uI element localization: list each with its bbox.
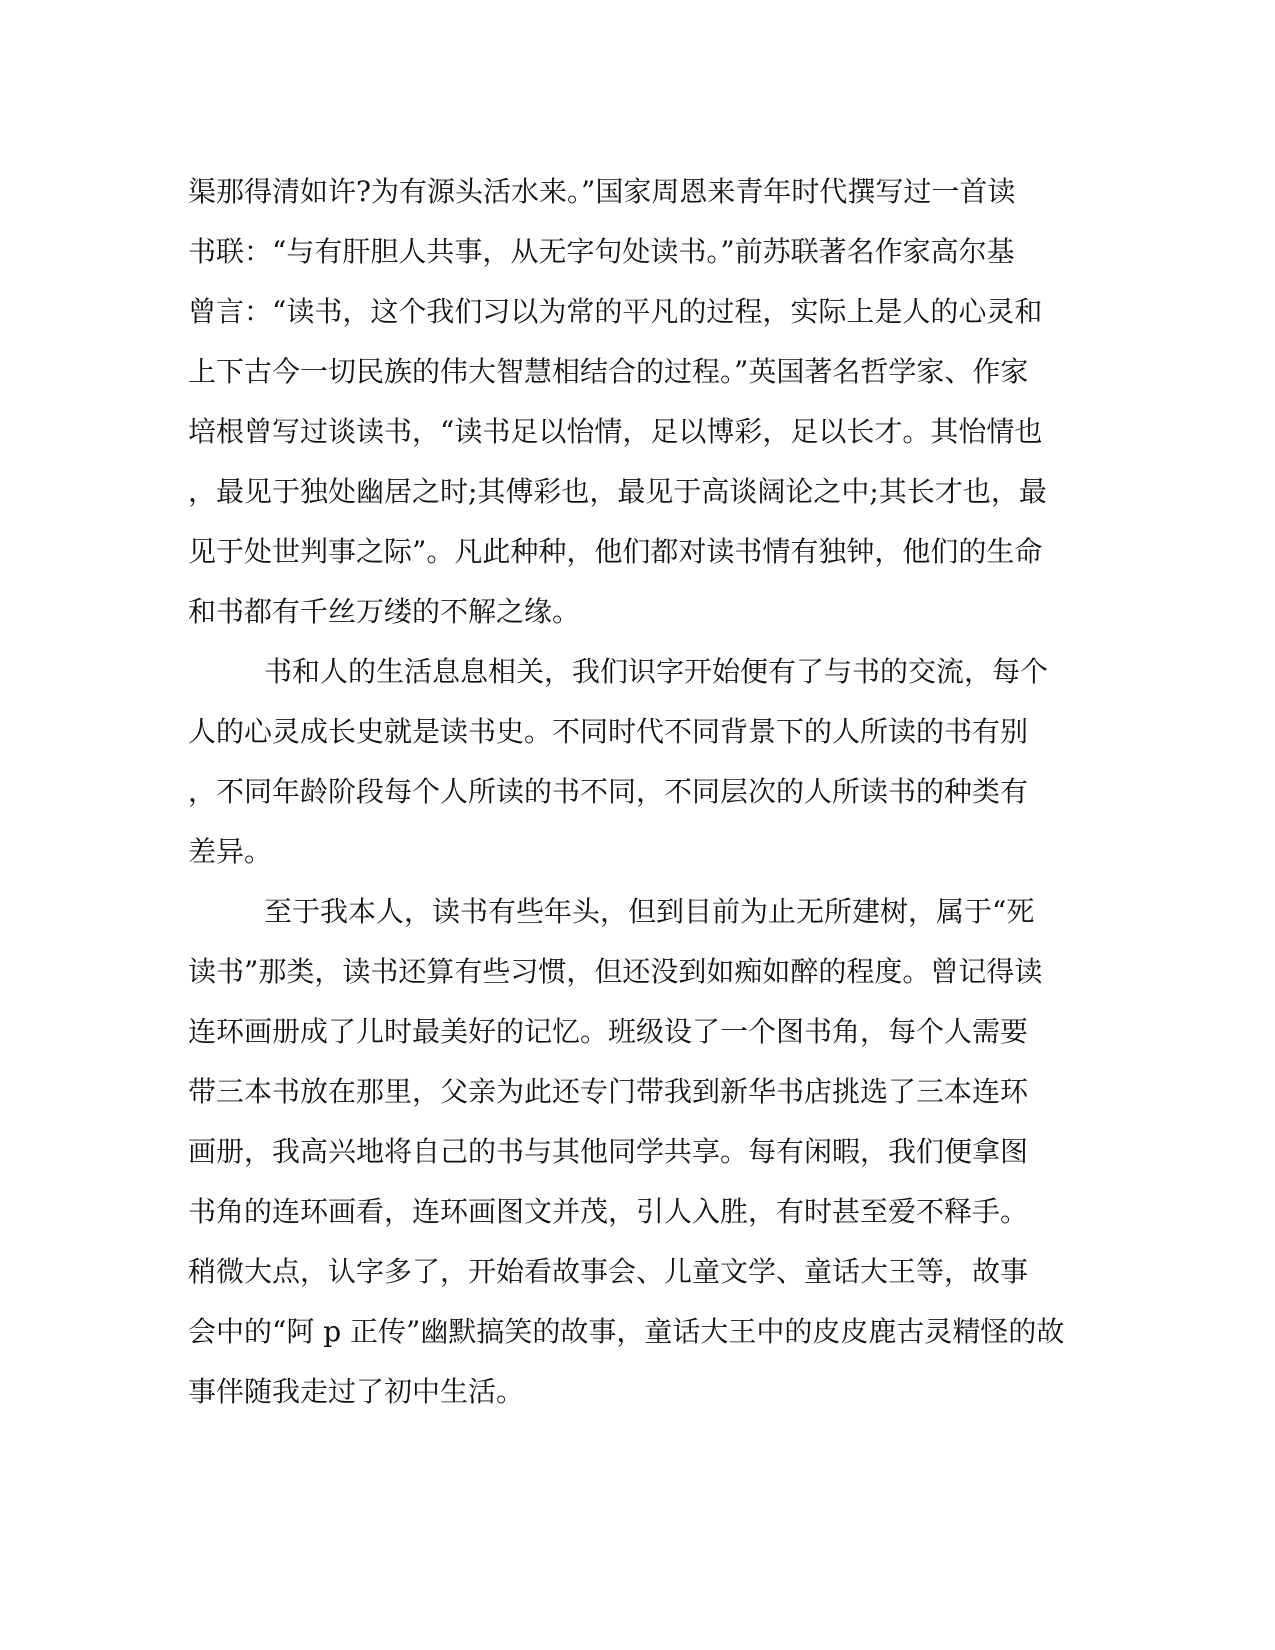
- paragraph-line: 画册，我高兴地将自己的书与其他同学共享。每有闲暇，我们便拿图: [188, 1135, 1029, 1168]
- paragraph-line: 见于处世判事之际”。凡此种种，他们都对读书情有独钟，他们的生命: [188, 535, 1043, 568]
- paragraph-line: 稍微大点，认字多了，开始看故事会、儿童文学、童话大王等，故事: [188, 1255, 1029, 1288]
- paragraph-line: 差异。: [188, 835, 273, 868]
- paragraph-line: 人的心灵成长史就是读书史。不同时代不同背景下的人所读的书有别: [188, 715, 1029, 748]
- paragraph-line: 连环画册成了儿时最美好的记忆。班级设了一个图书角，每个人需要: [188, 1015, 1029, 1048]
- paragraph-line: ，最见于独处幽居之时;其傅彩也，最见于高谈阔论之中;其长才也，最: [188, 475, 1047, 508]
- paragraph-line: 书角的连环画看，连环画图文并茂，引人入胜，有时甚至爱不释手。: [188, 1195, 1029, 1228]
- paragraph-line: 读书”那类，读书还算有些习惯，但还没到如痴如醉的程度。曾记得读: [188, 955, 1043, 988]
- paragraph-line: 培根曾写过谈读书，“读书足以怡情，足以博彩，足以长才。其怡情也: [188, 415, 1043, 448]
- paragraph-line: 事伴随我走过了初中生活。: [188, 1375, 525, 1408]
- paragraph-line: 至于我本人，读书有些年头，但到目前为止无所建树，属于“死: [264, 895, 1035, 928]
- paragraph-line: 曾言：“读书，这个我们习以为常的平凡的过程，实际上是人的心灵和: [188, 295, 1043, 328]
- paragraph-line: 上下古今一切民族的伟大智慧相结合的过程。”英国著名哲学家、作家: [188, 355, 1029, 388]
- paragraph-2: [188, 642, 1088, 882]
- paragraph-line: 渠那得清如许?为有源头活水来。”国家周恩来青年时代撰写过一首读: [188, 175, 1016, 208]
- paragraph-line: 会中的“阿 p 正传”幽默搞笑的故事，童话大王中的皮皮鹿古灵精怪的故: [188, 1315, 1065, 1348]
- document-body: [188, 162, 1088, 1422]
- paragraph-line: 书和人的生活息息相关，我们识字开始便有了与书的交流，每个: [264, 655, 1049, 688]
- paragraph-line: 书联：“与有肝胆人共事，从无字句处读书。”前苏联著名作家高尔基: [188, 235, 1015, 268]
- paragraph-1: [188, 162, 1088, 642]
- paragraph-line: ，不同年龄阶段每个人所读的书不同，不同层次的人所读书的种类有: [188, 775, 1029, 808]
- paragraph-line: 带三本书放在那里，父亲为此还专门带我到新华书店挑选了三本连环: [188, 1075, 1029, 1108]
- paragraph-line: 和书都有千丝万缕的不解之缘。: [188, 595, 581, 628]
- paragraph-3: [188, 882, 1088, 1422]
